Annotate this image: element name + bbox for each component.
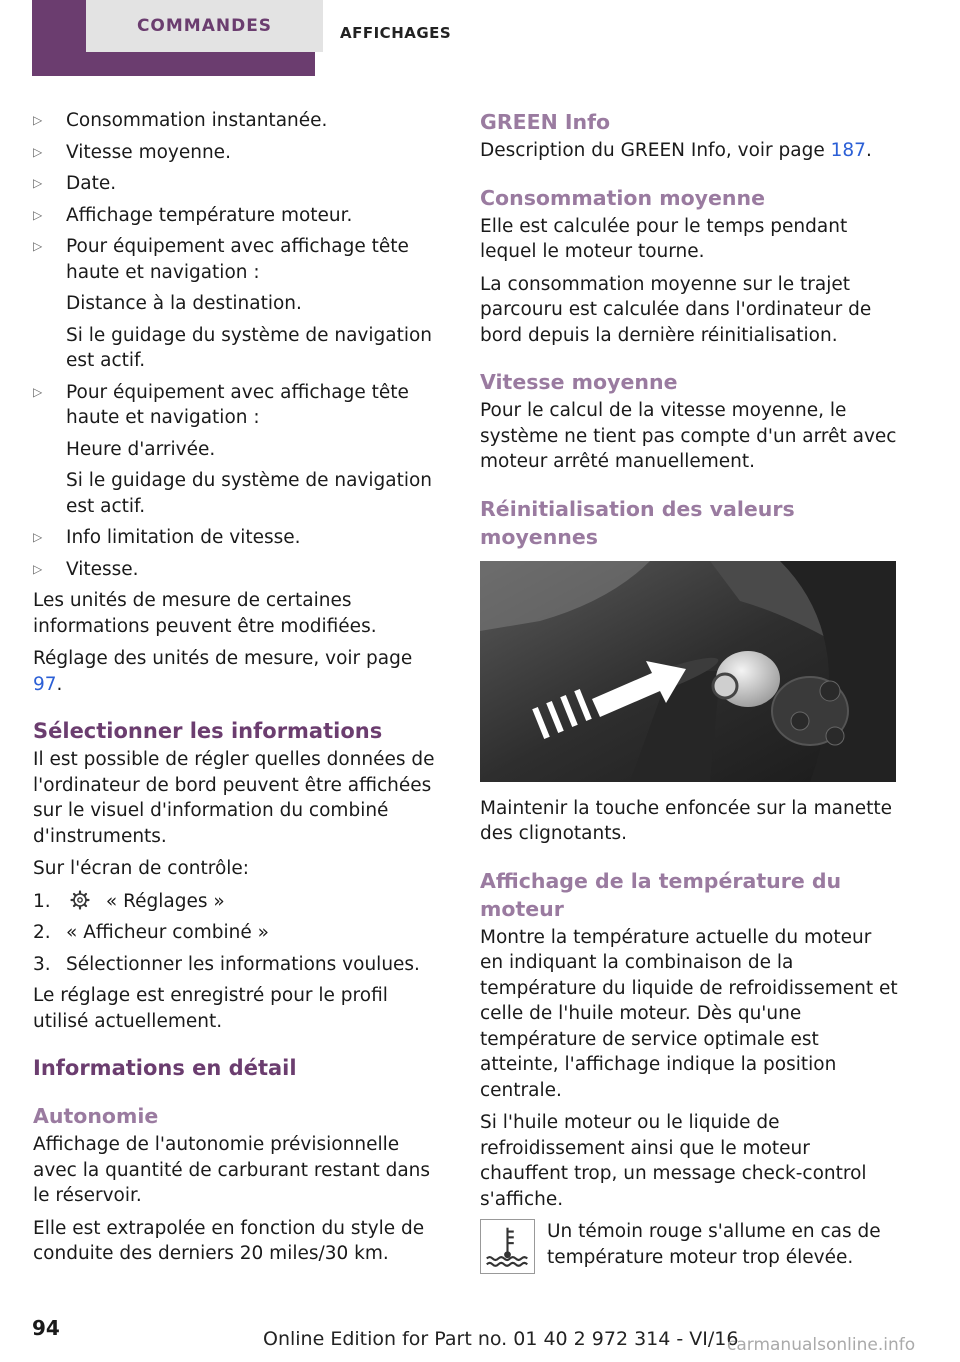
list-item: ▷ Info limitation de vitesse. (33, 525, 445, 551)
list-item: ▷ Vitesse. (33, 557, 445, 583)
page-number: 94 (32, 1316, 60, 1340)
right-column (480, 108, 898, 1270)
avg-consumption-paragraph-2: La consommation moyenne sur le trajet parcouru est calculée dans l'ordinateur de bord depuis la dernière réinitialisation. (480, 273, 872, 346)
reset-paragraph: Maintenir la touche enfoncée sur la manette des clignotants. (480, 797, 893, 844)
left-column (33, 108, 445, 1274)
list-item: ▷ Vitesse moyenne. (33, 140, 445, 166)
engine-temp-paragraph-1: Montre la température actuelle du moteur en indiquant la combinaison de la température du liquide de refroidissement et celle de l'huile moteur. Dès qu'une température de service optimale est atteinte, l'affichage indique la position centrale. (480, 926, 898, 1101)
triangle-bullet-icon: ▷ (33, 113, 43, 127)
coolant-warning-note: Un témoin rouge s'allume en cas de température moteur trop élevée. (480, 1219, 898, 1270)
header-tab-bar (0, 0, 960, 76)
engine-temp-heading: Affichage de la température du moteur (480, 868, 842, 921)
autonomy-paragraph-2: Elle est extrapolée en fonction du style de conduite des derniers 20 miles/30 km. (33, 1217, 425, 1264)
coolant-temperature-warning-icon (480, 1219, 535, 1274)
list-item: ▷ Affichage température moteur. (33, 203, 445, 229)
step-item: 2. « Afficheur combiné » (33, 922, 269, 943)
triangle-bullet-icon: ▷ (33, 561, 43, 576)
triangle-bullet-icon: ▷ (33, 144, 43, 159)
green-info-paragraph: Description du GREEN Info, voir page 187. (480, 140, 872, 161)
step-item: 3. Sélectionner les informations voulues. (33, 953, 420, 975)
page-link-97[interactable]: 97 (33, 673, 57, 695)
reset-averages-heading: Réinitialisation des valeurs moyennes (480, 496, 795, 549)
tab-affichages[interactable]: AFFICHAGES (340, 24, 452, 42)
triangle-bullet-icon: ▷ (33, 176, 43, 190)
autonomy-paragraph-1: Affichage de l'autonomie prévisionnelle avec la quantité de carburant restant dans le réservoir. (33, 1134, 431, 1206)
tab-commandes-label: COMMANDES (86, 0, 323, 52)
list-item-navigation-arrival: ▷ Pour équipement avec affichage tête haute et navigation : Heure d'arrivée. Si le guidage du système de navigation est actif. (33, 381, 433, 517)
avg-speed-paragraph: Pour le calcul de la vitesse moyenne, le système ne tient pas compte d'un arrêt avec moteur arrêté manuellement. (480, 400, 897, 472)
list-item: ▷ Date. (33, 171, 445, 197)
settings-gear-icon (70, 890, 90, 910)
edition-footer: Online Edition for Part no. 01 40 2 972 314 - VI/16 (263, 1328, 739, 1350)
units-reference: Réglage des unités de mesure, voir page 97. (33, 648, 413, 695)
avg-speed-heading: Vitesse moyenne (480, 370, 678, 394)
triangle-bullet-icon: ▷ (33, 384, 43, 399)
control-screen-paragraph: Sur l'écran de contrôle: (33, 858, 250, 879)
page-link-187[interactable]: 187 (830, 140, 866, 161)
green-info-heading: GREEN Info (480, 110, 611, 134)
list-item-navigation-distance: ▷ Pour équipement avec affichage tête haute et navigation : Distance à la destination. Si le guidage du système de navigation est actif. (33, 236, 433, 371)
saved-paragraph: Le réglage est enregistré pour le profil utilisé actuellement. (33, 985, 388, 1032)
tab-commandes[interactable] (32, 0, 315, 76)
triangle-bullet-icon: ▷ (33, 530, 43, 544)
watermark-text: carmanualsonline.info (727, 1335, 916, 1355)
triangle-bullet-icon: ▷ (33, 239, 43, 253)
select-info-heading: Sélectionner les informations (33, 719, 383, 743)
autonomy-heading: Autonomie (33, 1104, 159, 1128)
detail-heading: Informations en détail (33, 1056, 297, 1080)
avg-consumption-paragraph-1: Elle est calculée pour le temps pendant lequel le moteur tourne. (480, 215, 848, 262)
engine-temp-paragraph-2: Si l'huile moteur ou le liquide de refroidissement ainsi que le moteur chauffent trop, un message check-control s'affiche. (480, 1112, 867, 1210)
list-item: ▷ Consommation instantanée. (33, 108, 445, 134)
avg-consumption-heading: Consommation moyenne (480, 185, 766, 210)
turn-signal-stalk-photo (480, 561, 896, 782)
units-paragraph: Les unités de mesure de certaines informations peuvent être modifiées. (33, 590, 377, 637)
triangle-bullet-icon: ▷ (33, 207, 43, 222)
step-item: 1. « Réglages » (33, 890, 225, 912)
select-info-paragraph: Il est possible de régler quelles données de l'ordinateur de bord peuvent être affichées sur le visuel d'information du combiné d'instruments. (33, 749, 435, 847)
